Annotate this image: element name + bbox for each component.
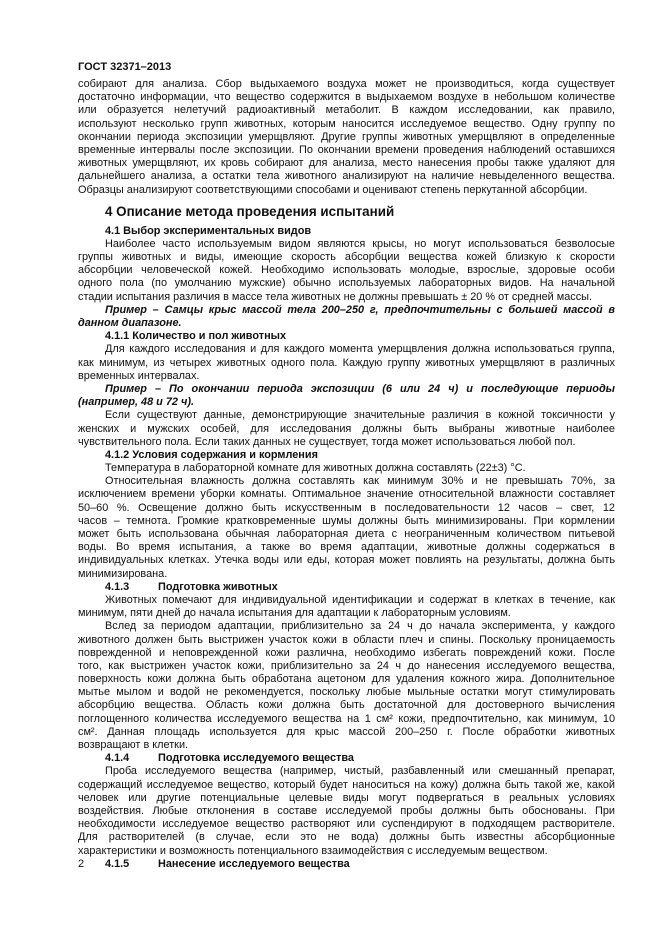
subsection-heading <box>78 225 615 238</box>
text-line: временных интервалах. <box>78 369 200 382</box>
paragraph <box>78 409 615 449</box>
paragraph <box>78 238 615 304</box>
text-line: воды. Во время испытания, а также во время адаптации, животные должны содержаться в <box>78 541 615 554</box>
subsection-number: 4.1 <box>105 224 121 237</box>
text-line: окончании периода экспозиции умерщвляют. Другие группы животных умерщвляют в определенные <box>78 130 615 143</box>
paragraph <box>78 475 615 581</box>
paragraph <box>78 620 615 752</box>
text-line: собирают для анализа. Сбор выдыхаемого воздуха может не производиться, когда существует <box>78 78 615 90</box>
subsection-number: 4.1.1 <box>105 330 130 343</box>
paragraph <box>78 343 615 383</box>
text-line: животных умерщвляют, их кровь собирают для анализа, место нанесения пробы также удаляют для <box>78 157 615 170</box>
text-line: данном диапазоне. <box>78 317 182 329</box>
subsection-title: Подготовка исследуемого вещества <box>158 752 354 765</box>
subsection-title: Условия содержания и кормления <box>132 448 318 461</box>
text-line: 50–60 %. Освещение должно быть искусственным в последовательности 12 часов – свет, 12 <box>78 501 615 514</box>
text-line: человек или другие потенциальные целевые виды могут подвергаться в реальных условиях <box>78 791 615 804</box>
text-line: Пример – Самцы крыс массой тела 200–250 г, предпочтительны с большей массой в <box>105 303 615 316</box>
document-body <box>78 78 615 871</box>
text-line: характеристики и возможность потенциального взаимодействия с исследуемым веществом. <box>78 844 548 857</box>
example-paragraph <box>78 304 615 330</box>
paragraph <box>78 78 615 197</box>
text-line: используют несколько групп животных, которым наносится исследуемое вещество. Одну группу по <box>78 117 615 130</box>
text-line: временные интервалы после экспозиции. По окончании времени проведения наблюдений оставшихся <box>78 143 615 156</box>
text-line: абсорбцию вещества. Область кожи должна быть достаточной для достоверного вычисления <box>78 699 615 712</box>
text-line: часов – темнота. Громкие кратковременные шумы должны быть минимизированы. При кормлении <box>78 514 615 527</box>
text-line: возвращают в клетки. <box>78 739 189 751</box>
paragraph <box>78 594 615 620</box>
text-line: достаточно информации, что вещество содержится в выдыхаемом воздухе в небольшом количестве <box>78 91 615 104</box>
text-line: Если существуют данные, демонстрирующие значительные различия в кожной токсичности у <box>105 409 615 422</box>
text-line: Температура в лабораторной комнате для животных должна составлять (22±3) °С. <box>105 462 526 475</box>
subsection-heading <box>78 581 615 594</box>
page-number: 2 <box>78 858 85 870</box>
text-line: поверхность кожи должна быть обработана ацетоном для удаления кожного жира. Дополнительное <box>78 673 615 686</box>
text-line: может быть использована обычная лабораторная диета с неограниченным количеством питьевой <box>78 528 615 540</box>
text-line: стадии испытания различия в массе тела животных не должны превышать ± 20 % от средней массы. <box>78 290 593 303</box>
text-line: Образцы анализируют соответствующими способами и оценивают степень перкутанной абсорбции. <box>78 183 588 196</box>
text-line: воздействия. Любые отклонения в составе исследуемой пробы должны быть обоснованы. При <box>78 804 615 817</box>
text-line: исключением времени уборки комнаты. Оптимальное значение относительной влажности составляет <box>78 488 615 501</box>
text-line: Относительная влажность должна составлять как минимум 30% и не превышать 70%, за <box>105 475 615 488</box>
text-line: или образуется нелетучий радиоактивный метаболит. В каждом исследовании, как правило, <box>78 104 615 117</box>
text-line: Вслед за периодом адаптации, приблизительно за 24 ч до начала эксперимента, у каждого <box>105 620 615 633</box>
paragraph <box>78 765 615 857</box>
subsection-number: 4.1.5 <box>105 857 130 870</box>
text-line: Животных помечают для индивидуальной идентификации и содержат в клетках в течение, как <box>105 593 615 606</box>
text-line: одного пола (по умолчанию мужские) обычно используемых лабораторных видов. На начальной <box>78 277 615 290</box>
text-line: поврежденной и неповрежденной кожи различна, необходимо избегать повреждений кожи. После <box>78 646 615 659</box>
text-line: Для каждого исследования и для каждого момента умерщвления должна использоваться группа, <box>105 343 615 356</box>
subsection-title: Нанесение исследуемого вещества <box>158 857 350 870</box>
document-header: ГОСТ 32371–2013 <box>78 61 172 73</box>
subsection-heading <box>78 449 615 462</box>
section-heading: 4 Описание метода проведения испытаний <box>105 203 395 219</box>
subsection-heading <box>78 858 615 871</box>
subsection-number: 4.1.3 <box>105 580 130 593</box>
text-line: минимум, пяти дней до начала испытания для адаптации к лабораторным условиям. <box>78 607 511 620</box>
text-line: группы животных и виды, имеющие скорость абсорбции вещества кожей близкую к скорости <box>78 251 615 264</box>
text-line: (например, 48 и 72 ч). <box>78 396 194 409</box>
subsection-title: Количество и пол животных <box>132 330 287 343</box>
document-page <box>78 61 615 871</box>
subsection-heading <box>78 330 615 343</box>
example-paragraph <box>78 383 615 409</box>
text-line: содержащий исследуемое вещество, который будет наноситься на кожу) должна быть такой же, какой <box>78 778 615 791</box>
text-line: абсорбции человеческой кожей. Необходимо использовать молодые, взрослые, здоровые особи <box>78 264 615 277</box>
subsection-title: Подготовка животных <box>158 580 278 593</box>
text-line: того, как выстрижен участок кожи, приблизительно за 24 ч до нанесения исследуемого вещества, <box>78 659 615 672</box>
text-line: индивидуальных клетках. Утечка воды или еды, которая может повлиять на результаты, должна быть <box>78 554 615 567</box>
text-line: см². Данная площадь используется для крыс массой 200–250 г. После обработки животных <box>78 725 615 738</box>
text-line: женских и мужских особей, для исследования должны быть выбраны животные наиболее <box>78 422 615 435</box>
text-line: дальнейшего анализа, а остатки тела животного анализируют на наличие невыделенного вещества. <box>78 170 615 183</box>
text-line: чувствительного пола. Если таких данных не существует, тогда может использоваться любой пол. <box>78 435 576 448</box>
text-line: поглощенного количества исследуемого вещества на 1 см² кожи, предпочтительно, как минимум, 10 <box>78 712 615 725</box>
text-line: животного должен быть выстрижен участок кожи в области плеч и спины. Поскольку проницаемость <box>78 633 615 646</box>
paragraph <box>78 462 615 475</box>
text-line: минимизирована. <box>78 567 168 580</box>
text-line: необходимости исследуемое вещество растворяют или суспендируют в подходящем растворителе. <box>78 818 615 831</box>
subsection-heading <box>78 752 615 765</box>
subsection-number: 4.1.4 <box>105 752 130 765</box>
subsection-number: 4.1.2 <box>105 448 130 461</box>
subsection-title: Выбор экспериментальных видов <box>123 224 312 237</box>
text-line: Пример – По окончании периода экспозиции (6 или 24 ч) и последующие периоды <box>105 382 615 395</box>
text-line: как минимум, из четырех животных одного пола. Каждую группу животных умерщвляют в различных <box>78 356 615 369</box>
text-line: мытье мылом и водой не рекомендуется, поскольку любые мыльные остатки могут стимулировать <box>78 686 615 699</box>
text-line: Проба исследуемого вещества (например, чистый, разбавленный или смешанный препарат, <box>105 765 615 778</box>
text-line: Для растворителей (в случае, если это не вода) должны быть известны абсорбционные <box>78 831 615 844</box>
text-line: Наиболее часто используемым видом являются крысы, но могут использоваться безволосые <box>105 237 615 250</box>
